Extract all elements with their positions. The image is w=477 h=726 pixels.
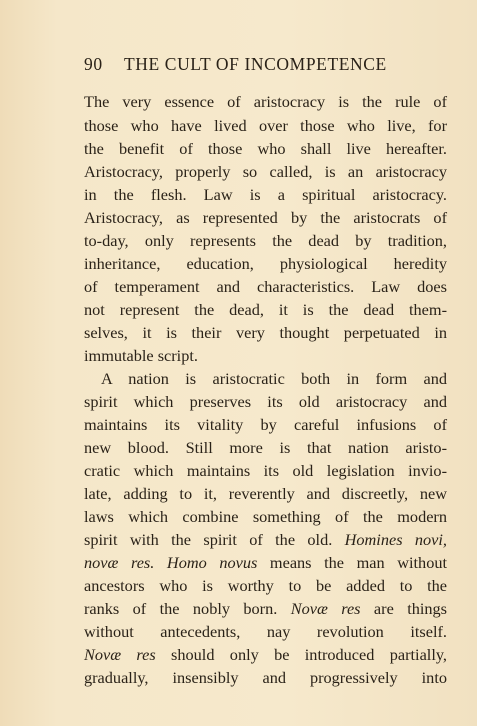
text-line: new blood. Still more is that nation aristo-	[84, 438, 447, 457]
text-span: are things	[360, 599, 447, 618]
text-span: ranks of the nobly born.	[84, 599, 291, 618]
text-line	[84, 643, 447, 667]
text-line: cratic which maintains its old legislation invio-	[84, 461, 447, 480]
text-line: in the flesh. Law is a spiritual aristocracy.	[84, 185, 447, 204]
text-line: A nation is aristocratic both in form and	[101, 369, 447, 388]
italic-phrase: Homines novi,	[344, 530, 448, 549]
text-line: the benefit of those who shall live hereafter.	[84, 139, 447, 158]
italic-phrase: Novæ res	[84, 645, 156, 664]
italic-phrase: Novæ res	[290, 599, 361, 618]
text-line: gradually, insensibly and progressively into	[84, 668, 447, 687]
text-line: those who have lived over those who live, for	[84, 116, 447, 135]
text-line: inheritance, education, physiological heredity	[84, 254, 447, 273]
running-head: THE CULT OF INCOMPETENCE	[124, 54, 387, 74]
text-line: maintains its vitality by careful infusions of	[84, 415, 447, 434]
text-line: The very essence of aristocracy is the rule of	[84, 92, 447, 111]
text-span: should only be introduced partially,	[155, 645, 447, 664]
text-line: to-day, only represents the dead by tradition,	[84, 231, 447, 250]
italic-phrase: novæ res. Homo novus	[84, 553, 258, 572]
text-line	[84, 528, 447, 552]
text-line: without antecedents, nay revolution itself.	[84, 622, 447, 641]
page-header	[84, 54, 450, 78]
text-line: spirit which preserves its old aristocracy and	[84, 392, 447, 411]
text-line: Aristocracy, properly so called, is an aristocracy	[84, 162, 447, 181]
text-line: immutable script.	[84, 346, 198, 365]
text-span: means the man without	[257, 553, 447, 572]
text-line: selves, it is their very thought perpetuated in	[84, 323, 447, 342]
text-line: ancestors who is worthy to be added to the	[84, 576, 447, 595]
text-line: of temperament and characteristics. Law does	[84, 277, 447, 296]
text-line: Aristocracy, as represented by the aristocrats of	[84, 208, 447, 227]
text-line: laws which combine something of the modern	[84, 507, 447, 526]
text-line: not represent the dead, it is the dead them-	[84, 300, 447, 319]
text-span: spirit with the spirit of the old.	[84, 530, 345, 549]
text-line	[84, 597, 447, 621]
text-line: late, adding to it, reverently and discreetly, new	[84, 484, 447, 503]
text-line	[84, 551, 447, 575]
page-number: 90	[84, 54, 103, 74]
